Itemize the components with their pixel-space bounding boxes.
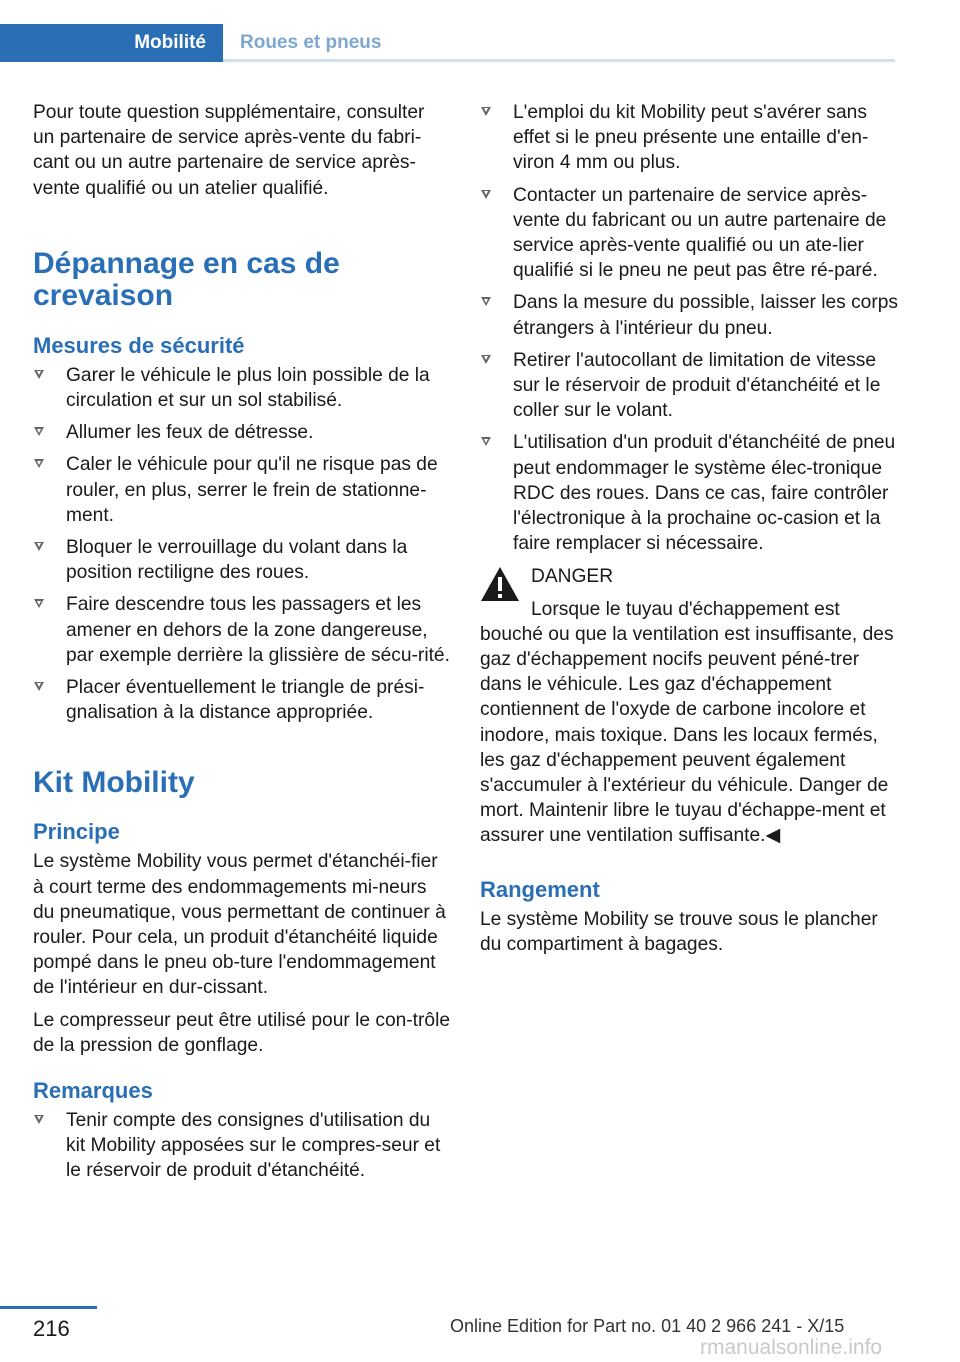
- footer-divider: [0, 1306, 97, 1309]
- danger-warning: [480, 564, 900, 848]
- triangle-bullet-icon: [34, 599, 44, 608]
- list-item: Garer le véhicule le plus loin possible de la circulation et sur un sol stabilisé.: [33, 363, 451, 413]
- list-item: Faire descendre tous les passagers et les amener en dehors de la zone dangereuse, par exemple derrière la glissière de sécu-rité.: [33, 592, 451, 668]
- danger-title: DANGER: [531, 566, 614, 588]
- list-item: Bloquer le verrouillage du volant dans la position rectiligne des roues.: [33, 535, 451, 585]
- subsection-title-rangement: Rangement: [480, 876, 600, 902]
- principle-paragraph-2: Le compresseur peut être utilisé pour le con-trôle de la pression de gonflage.: [33, 1009, 451, 1056]
- triangle-bullet-icon: [481, 437, 491, 446]
- mobility-notes-list: [480, 100, 900, 556]
- triangle-bullet-icon: [34, 427, 44, 436]
- triangle-bullet-icon: [34, 682, 44, 691]
- page-header: [0, 0, 960, 62]
- list-item: Dans la mesure du possible, laisser les corps étrangers à l'intérieur du pneu.: [480, 290, 900, 340]
- chapter-tab-mobilite[interactable]: Mobilité: [0, 24, 223, 62]
- subsection-title-remarques: Remarques: [33, 1078, 153, 1104]
- remarks-list: [33, 1108, 451, 1184]
- page-number: 216: [33, 1316, 70, 1341]
- triangle-bullet-icon: [481, 190, 491, 199]
- watermark: rmanualsonline.info: [700, 1336, 883, 1359]
- list-item: L'utilisation d'un produit d'étanchéité de pneu peut endommager le système élec-tronique RDC des roues. Dans ce cas, faire contrôler l'électronique à la prochaine oc-casion et la faire remplacer si nécessaire.: [480, 430, 900, 556]
- list-item: Allumer les feux de détresse.: [33, 420, 451, 445]
- subsection-title-principe: Principe: [33, 819, 120, 845]
- right-column: [480, 100, 900, 964]
- safety-list: [33, 363, 451, 726]
- section-title-kit-mobility: Kit Mobility: [33, 766, 195, 800]
- list-item: Contacter un partenaire de service après-vente du fabricant ou un autre partenaire de service après-vente qualifié ou un ate-lier qualifié si le pneu ne peut pas être ré-paré.: [480, 183, 900, 284]
- list-item: Caler le véhicule pour qu'il ne risque pas de rouler, en plus, serrer le frein de stationne-ment.: [33, 452, 451, 528]
- section-tab-roues-et-pneus[interactable]: Roues et pneus: [240, 32, 382, 53]
- principle-paragraph-1: Le système Mobility vous permet d'étanchéi-fier à court terme des endommagements mi-neurs du pneumatique, vous permettant de continuer à rouler. Pour cela, un produit d'étanchéité liquide pompé dans le pneu ob-ture l'endommagement de l'intérieur en dur-cissant.: [33, 851, 446, 999]
- left-column: [33, 100, 451, 1191]
- storage-paragraph: Le système Mobility se trouve sous le plancher du compartiment à bagages.: [480, 908, 878, 955]
- list-item: L'emploi du kit Mobility peut s'avérer sans effet si le pneu présente une entaille d'en-viron 4 mm ou plus.: [480, 100, 900, 176]
- triangle-bullet-icon: [34, 459, 44, 468]
- subsection-title-safety: Mesures de sécurité: [33, 332, 245, 358]
- edition-text: Online Edition for Part no. 01 40 2 966 241 - X/15: [450, 1316, 845, 1336]
- warning-triangle-icon: [480, 566, 520, 602]
- danger-text: bouché ou que la ventilation est insuffisante, des gaz d'échappement nocifs peuvent péné-trer dans le véhicule. Les gaz d'échappement contiennent de l'oxyde de carbone incolore et inodore, mais toxique. Dans les locaux fermés, les gaz d'échappement peuvent également s'accumuler à l'extérieur du véhicule. Danger de mort. Maintenir libre le tuyau d'échappe-ment et assurer une ventilation suffisante.◀: [480, 623, 894, 847]
- section-title-line1: Dépannage en cas de: [33, 246, 340, 280]
- section-title-line2: crevaison: [33, 278, 174, 312]
- triangle-bullet-icon: [34, 542, 44, 551]
- section-title-depannage: [33, 248, 451, 312]
- triangle-bullet-icon: [481, 297, 491, 306]
- list-item: Tenir compte des consignes d'utilisation du kit Mobility apposées sur le compres-seur et le réservoir de produit d'étanchéité.: [33, 1108, 451, 1184]
- header-divider: [223, 59, 895, 62]
- triangle-bullet-icon: [481, 355, 491, 364]
- intro-paragraph: Pour toute question supplémentaire, consulter un partenaire de service après-vente du fabri-cant ou un autre partenaire de service après-vente qualifié ou un atelier qualifié.: [33, 102, 425, 199]
- danger-text-first-line: Lorsque le tuyau d'échappement est: [531, 598, 840, 620]
- triangle-bullet-icon: [34, 370, 44, 379]
- list-item: Retirer l'autocollant de limitation de vitesse sur le réservoir de produit d'étanchéité et le coller sur le volant.: [480, 348, 900, 424]
- triangle-bullet-icon: [481, 107, 491, 116]
- list-item: Placer éventuellement le triangle de prési-gnalisation à la distance appropriée.: [33, 675, 451, 725]
- triangle-bullet-icon: [34, 1115, 44, 1124]
